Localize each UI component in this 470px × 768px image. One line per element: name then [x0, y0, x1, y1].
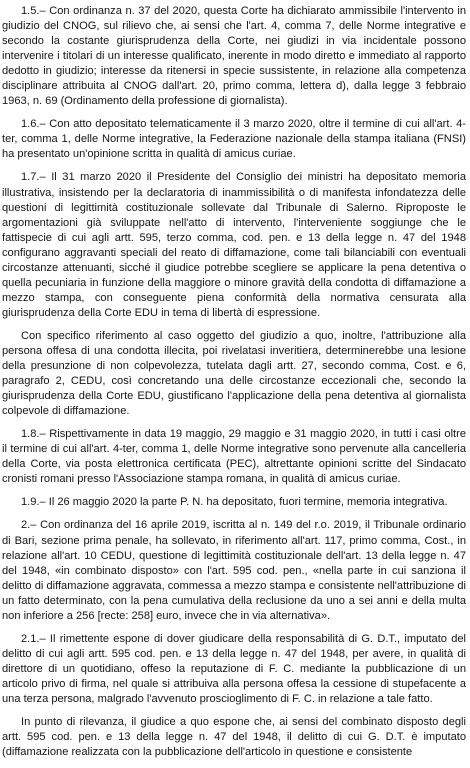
paragraph-1-7-continued: Con specifico riferimento al caso oggetto del giudizio a quo, inoltre, l'attribuzione alla persona offesa di una condotta illecita, poi rivelatasi inveritiera, determinerebbe una lesione della presunzione di non colpevolezza, tutelata dagli artt. 27, secondo comma, Cost. e 6, paragrafo 2, CEDU, così concretando una delle circostanze eccezionali che, secondo la giurisprudenza della Corte EDU, giustificano l'applicazione della pena detentiva al giornalista colpevole di diffamazione. — [2, 329, 466, 418]
paragraph-2: 2.– Con ordinanza del 16 aprile 2019, iscritta al n. 149 del r.o. 2019, il Tribunale ordinario di Bari, sezione prima penale, ha sollevato, in riferimento all'art. 117, primo comma, Cost., in relazione all'art. 10 CEDU, questione di legittimità costituzionale dell'art. 13 della legge n. 47 del 1948, «in combinato disposto» con l'art. 595 cod. pen., «nella parte in cui sanziona il delitto di diffamazione aggravata, commessa a mezzo stampa e consistente nell'attribuzione di un fatto determinato, con la pena cumulativa della reclusione da uno a sei anni e della multa non inferiore a 256 [recte: 258] euro, invece che in via alternativa». — [2, 519, 466, 622]
paragraph-1-9: 1.9.– Il 26 maggio 2020 la parte P. N. ha depositato, fuori termine, memoria integrativa. — [21, 496, 448, 509]
paragraph-2-1: 2.1.– Il rimettente espone di dover giudicare della responsabilità di G. D.T., imputato del delitto di cui agli artt. 595 cod. pen. e 13 della legge n. 47 del 1948, per avere, in qualità di direttore di un quotidiano, offeso la reputazione di F. C. mediante la pubblicazione di un articolo privo di firma, nel quale si attribuiva alla persona offesa la cessione di stupefacente a una terza persona, malgrado l'avvenuto proscioglimento di F. C. in relazione a tale fatto. — [2, 632, 466, 705]
paragraph-1-6: 1.6.– Con atto depositato telematicamente il 3 marzo 2020, oltre il termine di cui all'art. 4-ter, comma 1, delle Norme integrative, la Federazione nazionale della stampa italiana (FNSI) ha presentato un'opinione scritta in qualità di amicus curiae. — [2, 118, 466, 161]
paragraph-2-1-continued: In punto di rilevanza, il giudice a quo espone che, ai sensi del combinato disposto degli artt. 595 cod. pen. e 13 della legge n. 47 del 1948, il delitto di cui G. D.T. è imputato (diffamazione realizzata con la pubblicazione dell'articolo in questione e consistente — [2, 716, 466, 759]
document-body — [2, 4, 466, 768]
paragraph-1-7: 1.7.– Il 31 marzo 2020 il Presidente del Consiglio dei ministri ha depositato memoria illustrativa, insistendo per la declaratoria di inammissibilità o di manifesta infondatezza delle questioni di legittimità costituzionale sollevate dal Tribunale di Salerno. Riproposte le argomentazioni già sviluppate nell'atto di intervento, l'interveniente soggiunge che le fattispecie di cui agli artt. 595, terzo comma, cod. pen. e 13 della legge n. 47 del 1948 configurano aggravanti speciali del reato di diffamazione, come tali bilanciabili con eventuali circostanze attenuanti, sicché il giudice potrebbe scegliere se applicare la pena detentiva o quella pecuniaria in funzione della maggiore o minore gravità della condotta di diffamazione a mezzo stampa, con conseguente piena conformità della normativa censurata alla giurisprudenza della Corte EDU in tema di libertà di espressione. — [2, 171, 466, 319]
paragraph-1-5: 1.5.– Con ordinanza n. 37 del 2020, questa Corte ha dichiarato ammissibile l'intervento in giudizio del CNOG, sul rilievo che, ai sensi che l'art. 4, comma 7, delle Norme integrative e secondo la costante giurisprudenza della Corte, nei giudizi in via incidentale possono intervenire i titolari di un interesse qualificato, inerente in modo diretto e immediato al rapporto dedotto in giudizio; interesse da ritenersi in specie sussistente, in relazione alla competenza disciplinare attribuita al CNOG dall'art. 20, primo comma, lettera d), dalla legge 3 febbraio 1963, n. 69 (Ordinamento della professione di giornalista). — [2, 5, 466, 108]
paragraph-1-8: 1.8.– Rispettivamente in data 19 maggio, 29 maggio e 31 maggio 2020, in tutti i casi oltre il termine di cui all'art. 4-ter, comma 1, delle Norme integrative sono pervenute alla cancelleria della Corte, via posta elettronica certificata (PEC), altrettante opinioni scritte del Sindacato cronisti romani presso l'Associazione stampa romana, in qualità di amicus curiae. — [2, 428, 466, 486]
